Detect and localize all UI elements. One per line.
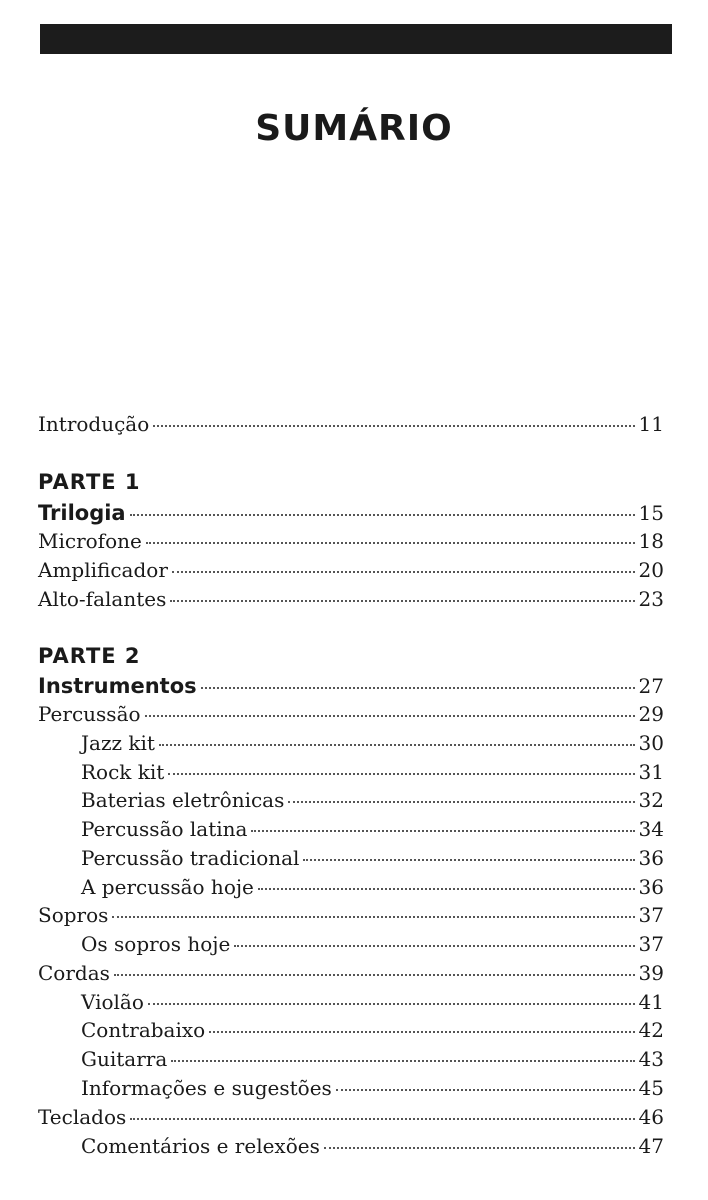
toc-entry-instrumentos[interactable] (38, 672, 664, 700)
toc-entry-informacoes-e-sugestoes[interactable] (38, 1074, 664, 1102)
toc-entry-page: 27 (638, 674, 664, 698)
toc-entry-label: Baterias eletrônicas (81, 788, 285, 812)
toc-entry-percussao-latina[interactable] (38, 815, 664, 843)
toc-entry-page: 34 (638, 817, 664, 841)
toc-entry-label: Teclados (38, 1105, 127, 1129)
toc-entry-violao[interactable] (38, 988, 664, 1016)
toc-entry-os-sopros-hoje[interactable] (38, 930, 664, 958)
toc-entry-microfone[interactable] (38, 527, 664, 555)
toc-entry-page: 47 (638, 1134, 664, 1158)
dot-leader (234, 945, 634, 947)
toc-entry-trilogia[interactable] (38, 499, 664, 527)
toc-entry-page: 23 (638, 587, 664, 611)
toc-entry-label: Cordas (38, 961, 110, 985)
toc-entry-percussao-tradicional[interactable] (38, 844, 664, 872)
toc-entry-label: Guitarra (81, 1047, 168, 1071)
toc-entry-page: 45 (638, 1076, 664, 1100)
toc-entry-introducao[interactable] (38, 410, 664, 438)
toc-entry-page: 29 (638, 702, 664, 726)
toc-entry-rock-kit[interactable] (38, 758, 664, 786)
dot-leader (112, 916, 634, 918)
toc-entry-page: 37 (638, 932, 664, 956)
toc-entry-label: Introdução (38, 412, 150, 436)
toc-entry-label: Alto-falantes (38, 587, 167, 611)
page-title: SUMÁRIO (255, 108, 453, 149)
dot-leader (159, 744, 635, 746)
toc-entry-page: 39 (638, 961, 664, 985)
toc-entry-page: 31 (638, 760, 664, 784)
toc-entry-page: 42 (638, 1018, 664, 1042)
toc-entry-label: Contrabaixo (81, 1018, 206, 1042)
dot-leader (130, 514, 635, 516)
toc-entry-guitarra[interactable] (38, 1045, 664, 1073)
toc-entry-page: 30 (638, 731, 664, 755)
toc-entry-label: Instrumentos (38, 674, 197, 698)
part-1-heading: PARTE 1 (38, 470, 141, 494)
dot-leader (172, 571, 635, 573)
toc-entry-sopros[interactable] (38, 901, 664, 929)
dot-leader (170, 600, 634, 602)
dot-leader (171, 1060, 634, 1062)
dot-leader (288, 801, 634, 803)
dot-leader (201, 687, 635, 689)
toc-entry-page: 32 (638, 788, 664, 812)
dot-leader (148, 1003, 635, 1005)
toc-entry-page: 11 (638, 412, 664, 436)
toc-entry-page: 46 (638, 1105, 664, 1129)
toc-entry-jazz-kit[interactable] (38, 729, 664, 757)
toc-entry-label: A percussão hoje (81, 875, 254, 899)
toc-entry-page: 15 (638, 501, 664, 525)
toc-entry-page: 37 (638, 903, 664, 927)
toc-entry-label: Sopros (38, 903, 109, 927)
dot-leader (303, 859, 634, 861)
toc-entry-baterias-eletronicas[interactable] (38, 786, 664, 814)
toc-entry-teclados[interactable] (38, 1103, 664, 1131)
toc-entry-label: Percussão tradicional (81, 846, 300, 870)
dot-leader (251, 830, 634, 832)
toc-entry-label: Comentários e relexões (81, 1134, 320, 1158)
toc-entry-page: 43 (638, 1047, 664, 1071)
toc-entry-page: 36 (638, 846, 664, 870)
toc-entry-alto-falantes[interactable] (38, 585, 664, 613)
dot-leader (114, 974, 635, 976)
dot-leader (145, 715, 635, 717)
toc-entry-cordas[interactable] (38, 959, 664, 987)
part-2-heading: PARTE 2 (38, 644, 141, 668)
toc-entry-label: Informações e sugestões (81, 1076, 332, 1100)
dot-leader (324, 1147, 635, 1149)
toc-entry-percussao[interactable] (38, 700, 664, 728)
dot-leader (209, 1031, 634, 1033)
toc-entry-label: Percussão (38, 702, 141, 726)
header-bar (40, 24, 672, 54)
toc-entry-label: Microfone (38, 529, 142, 553)
toc-entry-label: Percussão latina (81, 817, 248, 841)
toc-entry-label: Violão (81, 990, 144, 1014)
toc-entry-contrabaixo[interactable] (38, 1016, 664, 1044)
toc-entry-a-percussao-hoje[interactable] (38, 873, 664, 901)
toc-entry-amplificador[interactable] (38, 556, 664, 584)
toc-entry-label: Rock kit (81, 760, 165, 784)
dot-leader (258, 888, 635, 890)
toc-entry-label: Os sopros hoje (81, 932, 231, 956)
dot-leader (146, 542, 635, 544)
toc-entry-label: Trilogia (38, 501, 126, 525)
toc-entry-page: 18 (638, 529, 664, 553)
dot-leader (168, 773, 634, 775)
toc-entry-comentarios-e-relexoes[interactable] (38, 1132, 664, 1160)
toc-entry-label: Amplificador (38, 558, 168, 582)
toc-entry-page: 41 (638, 990, 664, 1014)
dot-leader (153, 425, 634, 427)
toc-entry-page: 36 (638, 875, 664, 899)
dot-leader (336, 1089, 635, 1091)
toc-entry-label: Jazz kit (81, 731, 155, 755)
toc-entry-page: 20 (638, 558, 664, 582)
dot-leader (130, 1118, 634, 1120)
